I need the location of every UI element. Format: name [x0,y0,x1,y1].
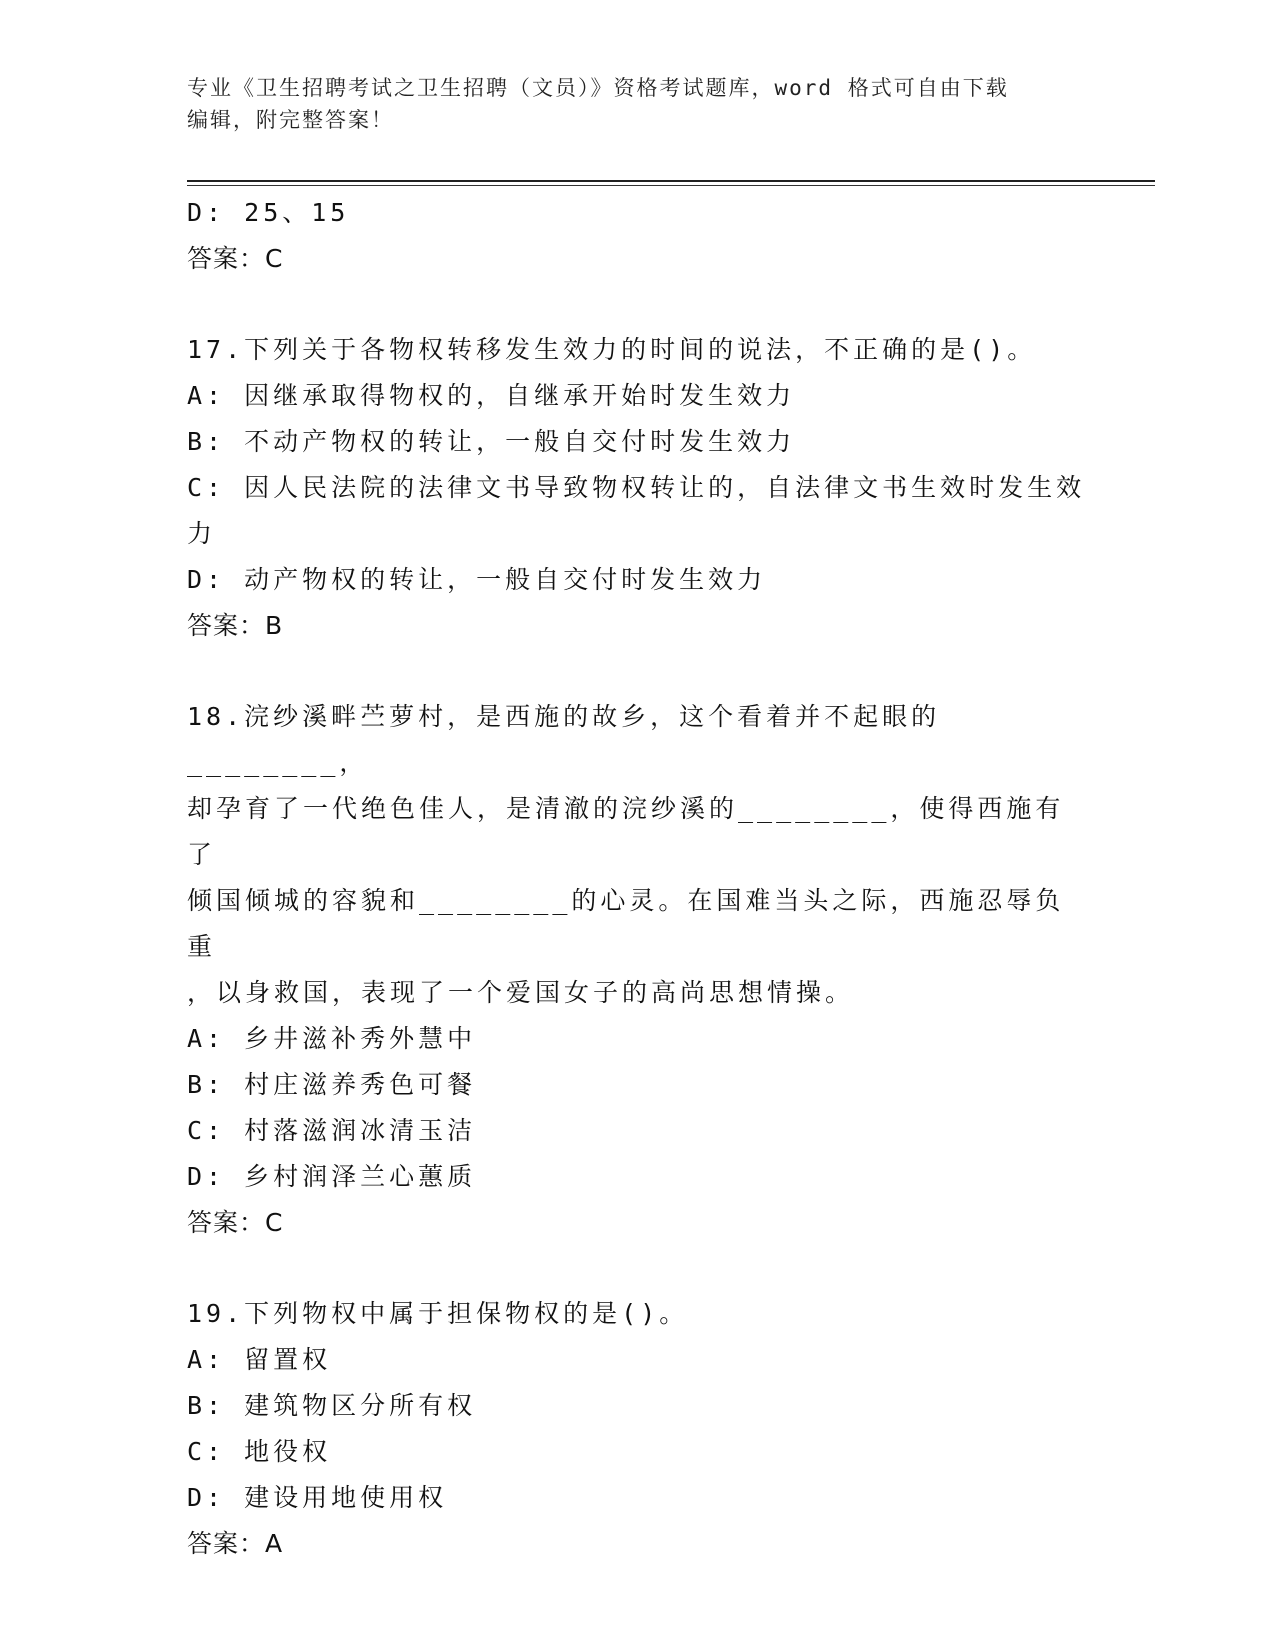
option-b: B: 村庄滋养秀色可餐 [187,1070,477,1099]
question-16-fragment [187,190,1087,282]
question-text-line-1: 18.浣纱溪畔苎萝村，是西施的故乡，这个看着并不起眼的________， [187,702,941,777]
option-c: C: 村落滋润冰清玉洁 [187,1116,477,1145]
answer-line: 答案：C [187,1208,284,1237]
header-line-1: 专业《卫生招聘考试之卫生招聘（文员）》资格考试题库，word 格式可自由下载 [187,76,1009,100]
option-d: D: 动产物权的转让，一般自交付时发生效力 [187,565,767,594]
answer-line: 答案：B [187,611,284,640]
option-a: A: 留置权 [187,1345,332,1374]
document-header [187,72,1067,136]
answer-line: 答案：A [187,1529,284,1558]
question-text: 17.下列关于各物权转移发生效力的时间的说法，不正确的是()。 [187,335,1037,364]
option-d: D: 乡村润泽兰心蕙质 [187,1162,477,1191]
option-a: A: 因继承取得物权的，自继承开始时发生效力 [187,381,796,410]
question-text-line-2: 却孕育了一代绝色佳人，是清澈的浣纱溪的________，使得西施有了 [187,794,1065,869]
question-17 [187,327,1087,649]
question-18 [187,694,1087,1246]
question-text-line-4: ，以身救国，表现了一个爱国女子的高尚思想情操。 [187,978,855,1007]
option-b: B: 建筑物区分所有权 [187,1391,477,1420]
option-a: A: 乡井滋补秀外慧中 [187,1024,477,1053]
question-text: 19.下列物权中属于担保物权的是()。 [187,1299,689,1328]
header-line-2: 编辑，附完整答案！ [187,108,394,132]
header-rule-thick [187,180,1155,182]
question-text-line-3: 倾国倾城的容貌和________的心灵。在国难当头之际，西施忍辱负重 [187,886,1065,961]
option-d: D: 建设用地使用权 [187,1483,448,1512]
option-c: C: 因人民法院的法律文书导致物权转让的，自法律文书生效时发生效 [187,473,1086,502]
option-c: C: 地役权 [187,1437,332,1466]
question-content [187,190,1087,1567]
option-d: D: 25、15 [187,198,350,227]
answer-line: 答案：C [187,244,284,273]
option-c-continuation: 力 [187,519,217,548]
option-b: B: 不动产物权的转让，一般自交付时发生效力 [187,427,796,456]
question-19 [187,1291,1087,1567]
header-rule-thin [187,185,1155,186]
